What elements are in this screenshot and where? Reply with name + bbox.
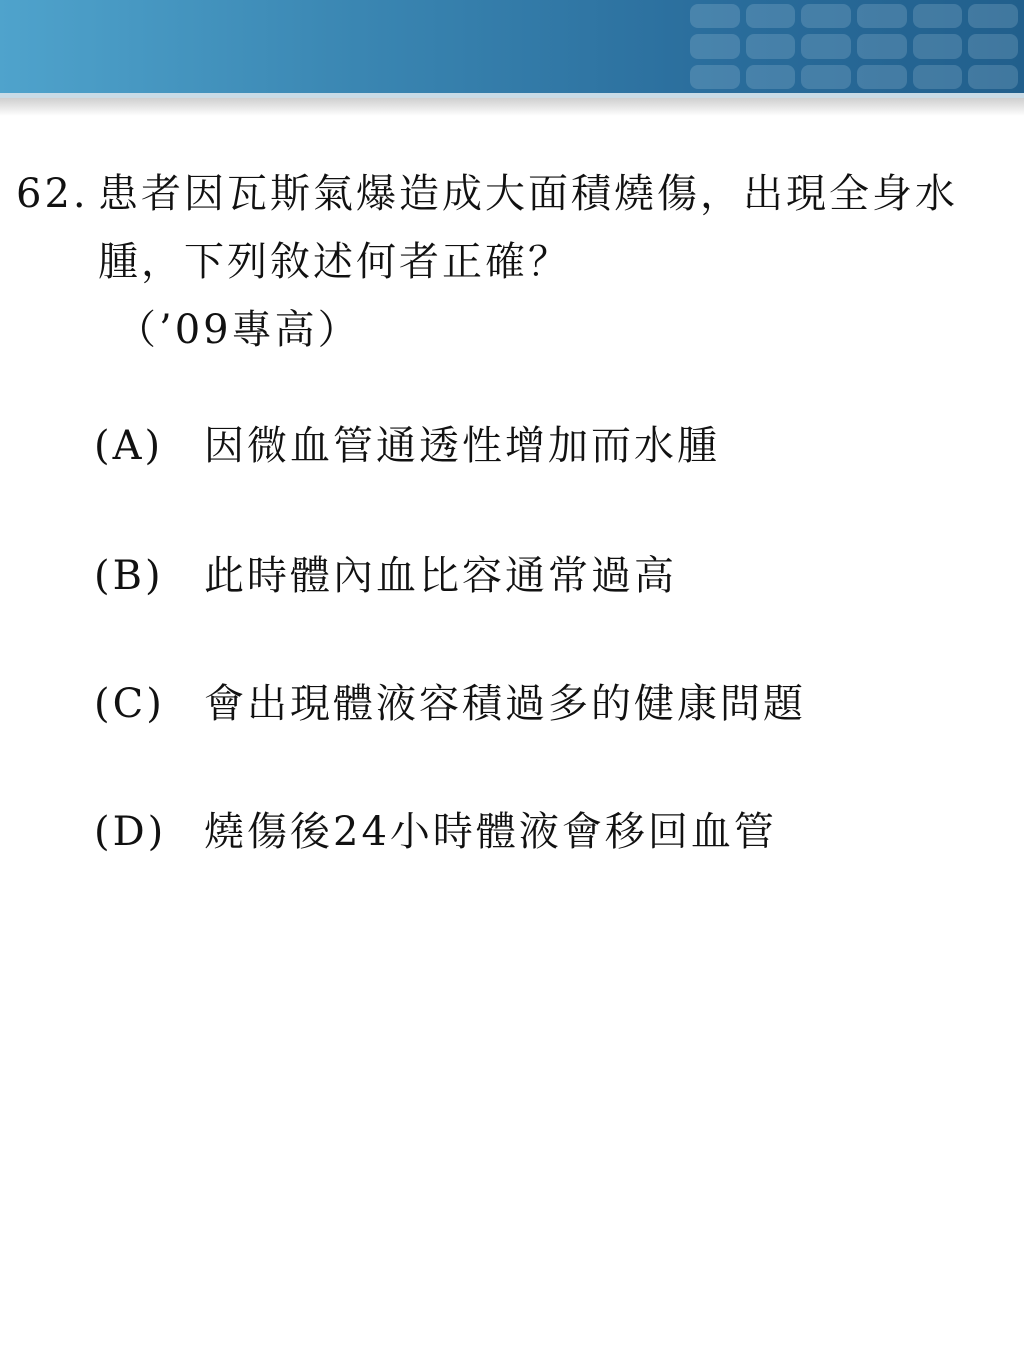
option-b-label: (B) <box>94 553 164 599</box>
option-a[interactable] <box>94 420 720 472</box>
question-text: 患者因瓦斯氣爆造成大面積燒傷，出現全身水腫，下列敘述何者正確？ <box>98 171 958 285</box>
option-b[interactable] <box>94 550 677 602</box>
header-decoration <box>684 0 1024 93</box>
option-c-text: 會出現體液容積過多的健康問題 <box>204 681 806 727</box>
header-shadow <box>0 98 1024 116</box>
option-d-label: (D) <box>94 809 167 855</box>
option-a-text: 因微血管通透性增加而水腫 <box>204 423 720 469</box>
header-banner <box>0 0 1024 93</box>
option-c[interactable] <box>94 678 806 730</box>
option-d-text: 燒傷後24小時體液會移回血管 <box>204 809 777 855</box>
option-a-label: (A) <box>94 423 164 469</box>
option-d[interactable] <box>94 806 777 858</box>
question-source: （’09專高） <box>116 307 361 353</box>
option-c-label: (C) <box>94 681 165 727</box>
option-b-text: 此時體內血比容通常過高 <box>204 553 677 599</box>
question-number: 62. <box>16 171 89 217</box>
